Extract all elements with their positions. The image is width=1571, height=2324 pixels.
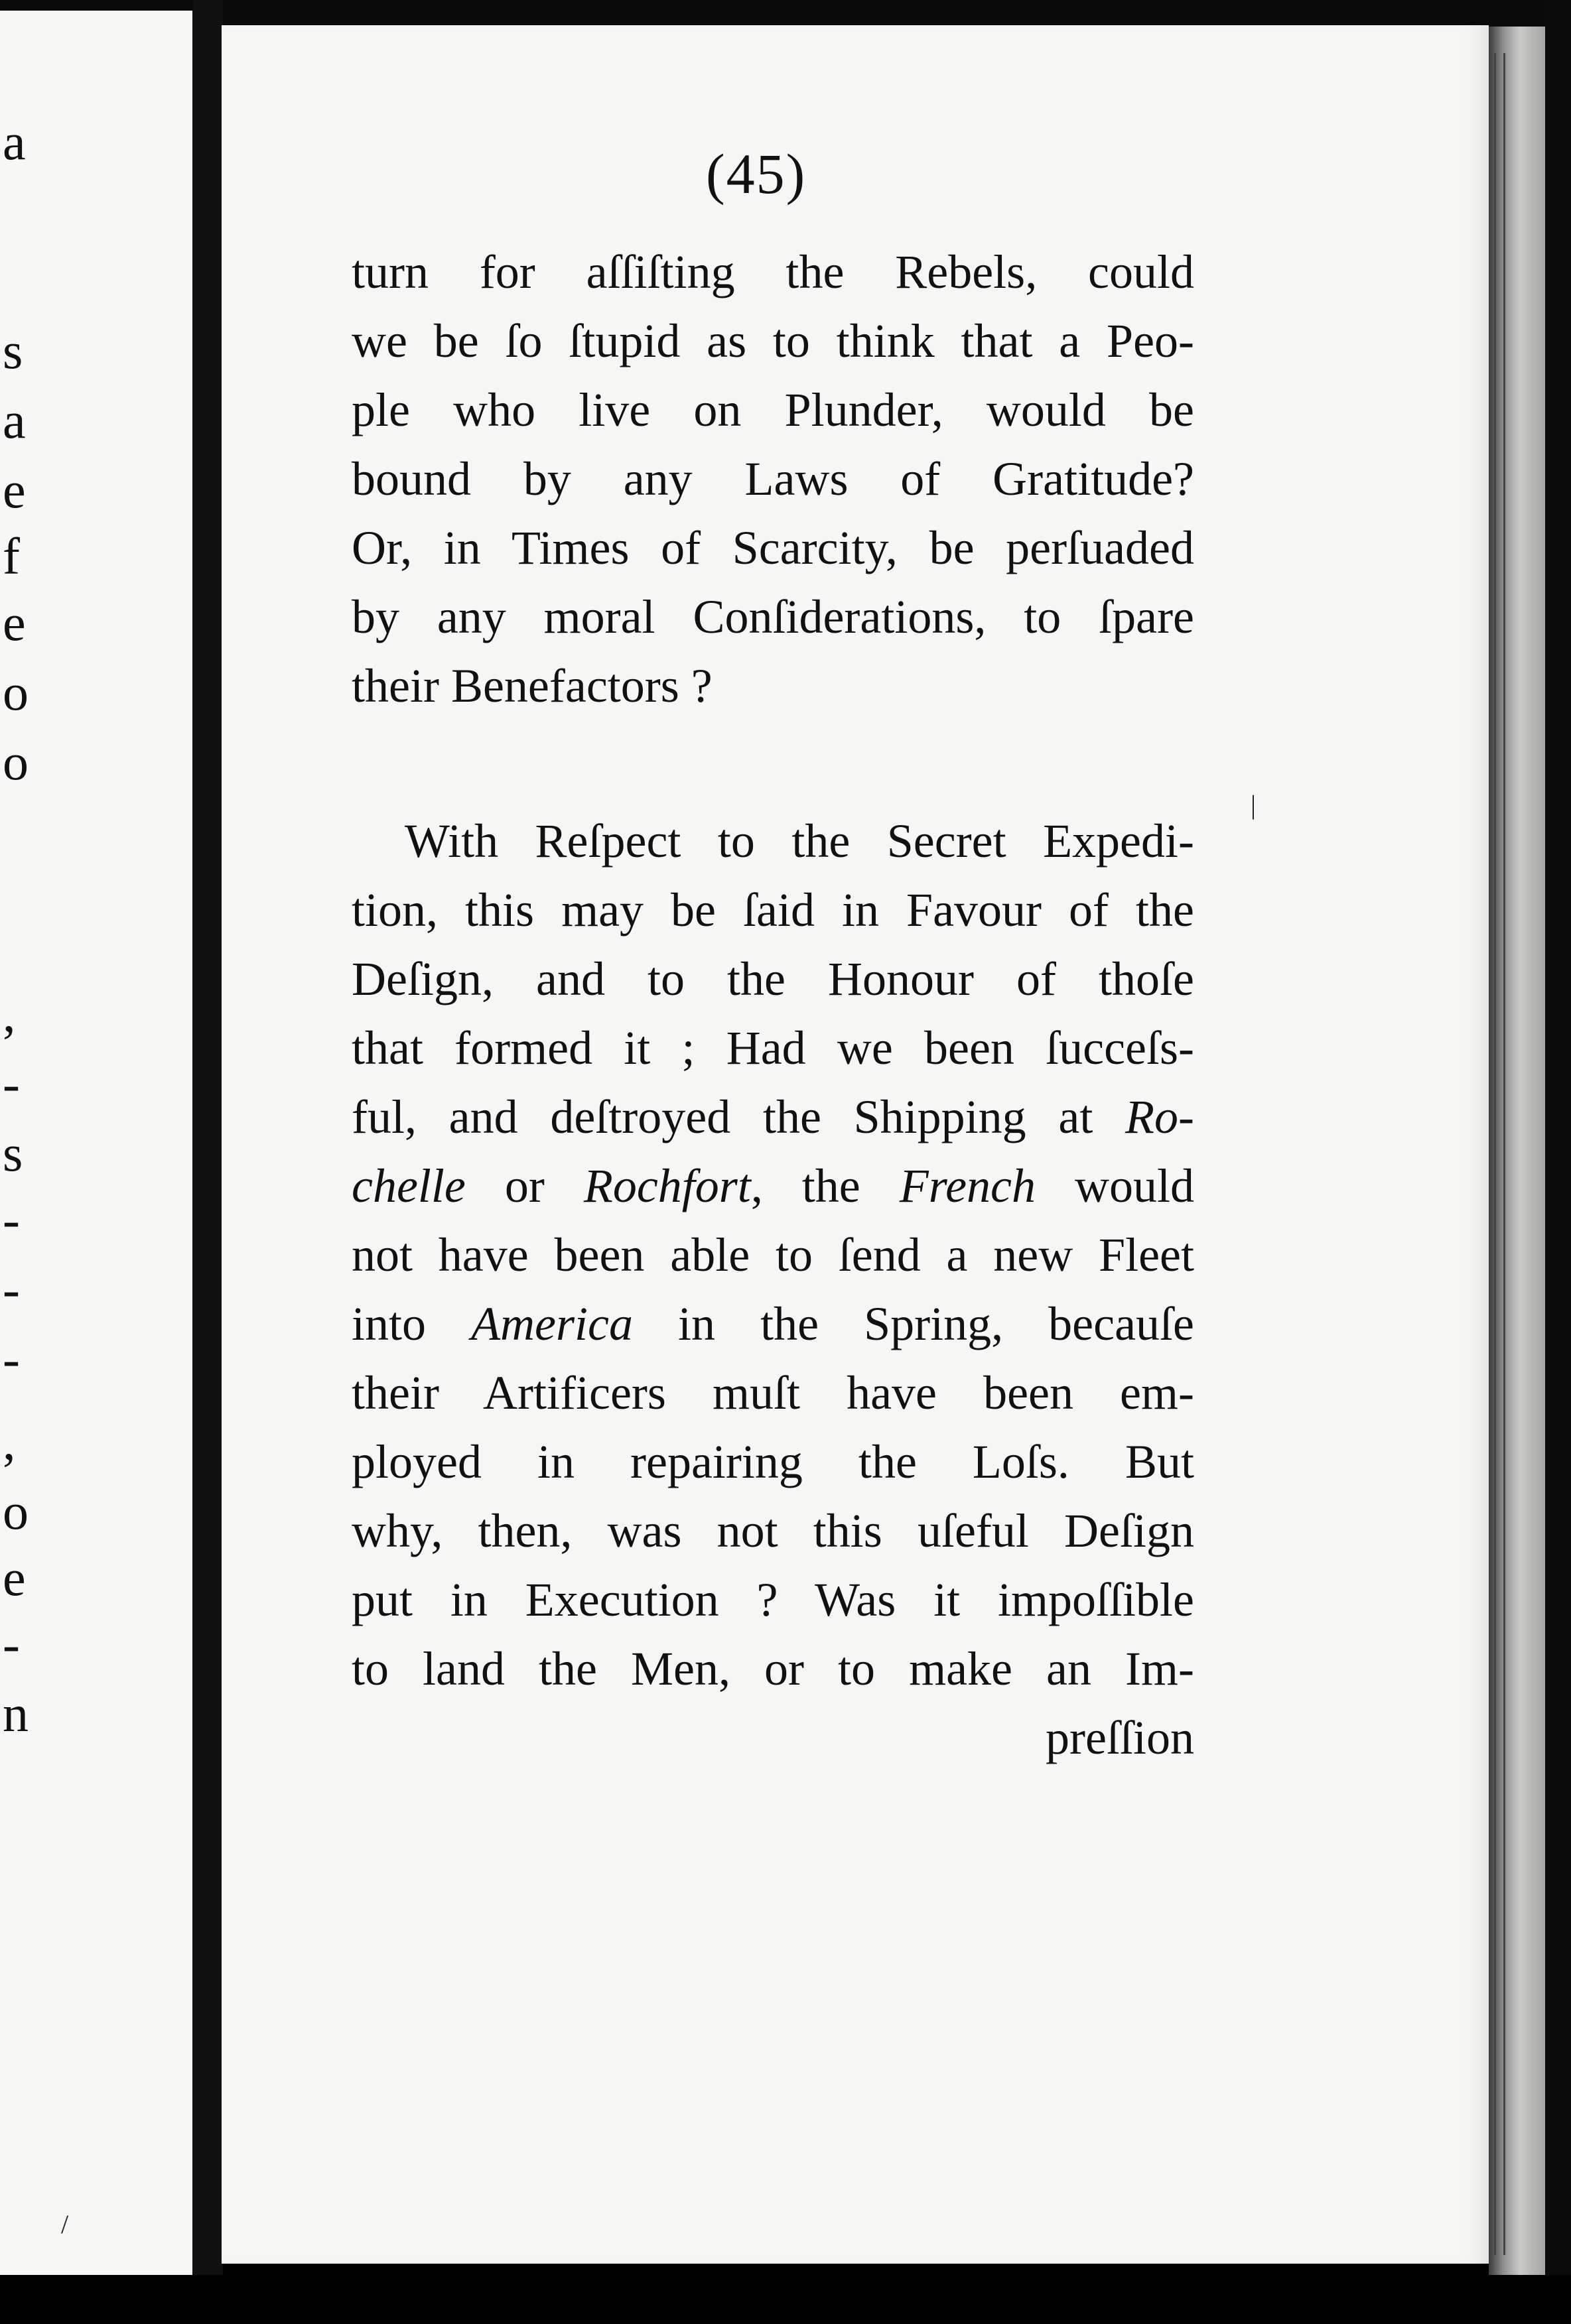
text-line: ful, and deſtroyed the Shipping at Ro- <box>352 1090 1194 1143</box>
fragment: , <box>3 1413 16 1470</box>
stray-mark: / <box>61 2209 69 2239</box>
text-line: tion, this may be ſaid in Favour of the <box>352 883 1194 936</box>
text-line: chelle or Rochfort, the French would <box>352 1159 1194 1212</box>
text-line: their Benefactors ? <box>352 659 713 712</box>
italic-place-name: Ro- <box>1125 1090 1194 1143</box>
top-frame <box>0 0 1571 27</box>
paragraph-1 <box>352 237 1194 720</box>
fragment: e <box>3 461 26 519</box>
fragment: n <box>3 1685 29 1742</box>
italic-nationality: French <box>899 1159 1036 1212</box>
text-line: into America in the Spring, becauſe <box>352 1297 1194 1350</box>
paragraph-2 <box>352 807 1194 1772</box>
text-line: With Reſpect to the Secret Expedi- <box>405 814 1194 868</box>
fragment: s <box>3 1124 23 1182</box>
text-line: bound by any Laws of Gratitude? <box>352 452 1194 505</box>
fragment: f <box>3 527 20 585</box>
catchword: preſſion <box>1046 1711 1194 1764</box>
fragment: a <box>3 113 26 170</box>
fragment: o <box>3 1482 29 1540</box>
text-line: Deſign, and to the Honour of thoſe <box>352 952 1194 1005</box>
text-line: why, then, was not this uſeful Deſign <box>352 1504 1194 1557</box>
fragment: a <box>3 391 26 449</box>
text-line: by any moral Conſiderations, to ſpare <box>352 590 1194 643</box>
italic-place-name: chelle <box>352 1159 466 1212</box>
facing-page-text-fragments <box>0 0 192 2268</box>
text-line: put in Execution ? Was it impoſſible <box>352 1573 1194 1626</box>
body-text <box>352 237 1194 1772</box>
text-line: that formed it ; Had we been ſucceſs- <box>352 1021 1194 1074</box>
text-line: we be ſo ſtupid as to think that a Peo- <box>352 314 1194 367</box>
text-line: their Artificers muſt have been em- <box>352 1366 1194 1419</box>
page-number: (45) <box>706 142 807 206</box>
bottom-frame <box>0 2275 1571 2324</box>
book-gutter <box>192 0 223 2324</box>
page-edge-stack <box>1489 27 1545 2282</box>
fragment: e <box>3 1549 26 1606</box>
italic-place-name: America <box>471 1297 633 1350</box>
fragment: , <box>3 985 16 1043</box>
fragment: - <box>3 1055 20 1112</box>
fragment: o <box>3 663 29 721</box>
fragment: - <box>3 1330 20 1388</box>
italic-place-name: Rochfort <box>583 1159 751 1212</box>
fragment: - <box>3 1191 20 1248</box>
text-line: to land the Men, or to make an Im- <box>352 1642 1194 1695</box>
fragment: e <box>3 594 26 651</box>
text-line: ple who live on Plunder, would be <box>352 383 1194 436</box>
right-frame <box>1545 0 1571 2324</box>
fragment: s <box>3 322 23 379</box>
fragment: - <box>3 1615 20 1673</box>
text-line: ployed in repairing the Loſs. But <box>352 1435 1194 1488</box>
text-line: turn for aſſiſting the Rebels, could <box>352 245 1194 298</box>
text-line: not have been able to ſend a new Fleet <box>352 1228 1194 1281</box>
fragment: o <box>3 733 29 791</box>
text-line: Or, in Times of Scarcity, be perſuaded <box>352 521 1194 574</box>
stray-mark: | <box>1251 790 1257 820</box>
fragment: - <box>3 1260 20 1318</box>
